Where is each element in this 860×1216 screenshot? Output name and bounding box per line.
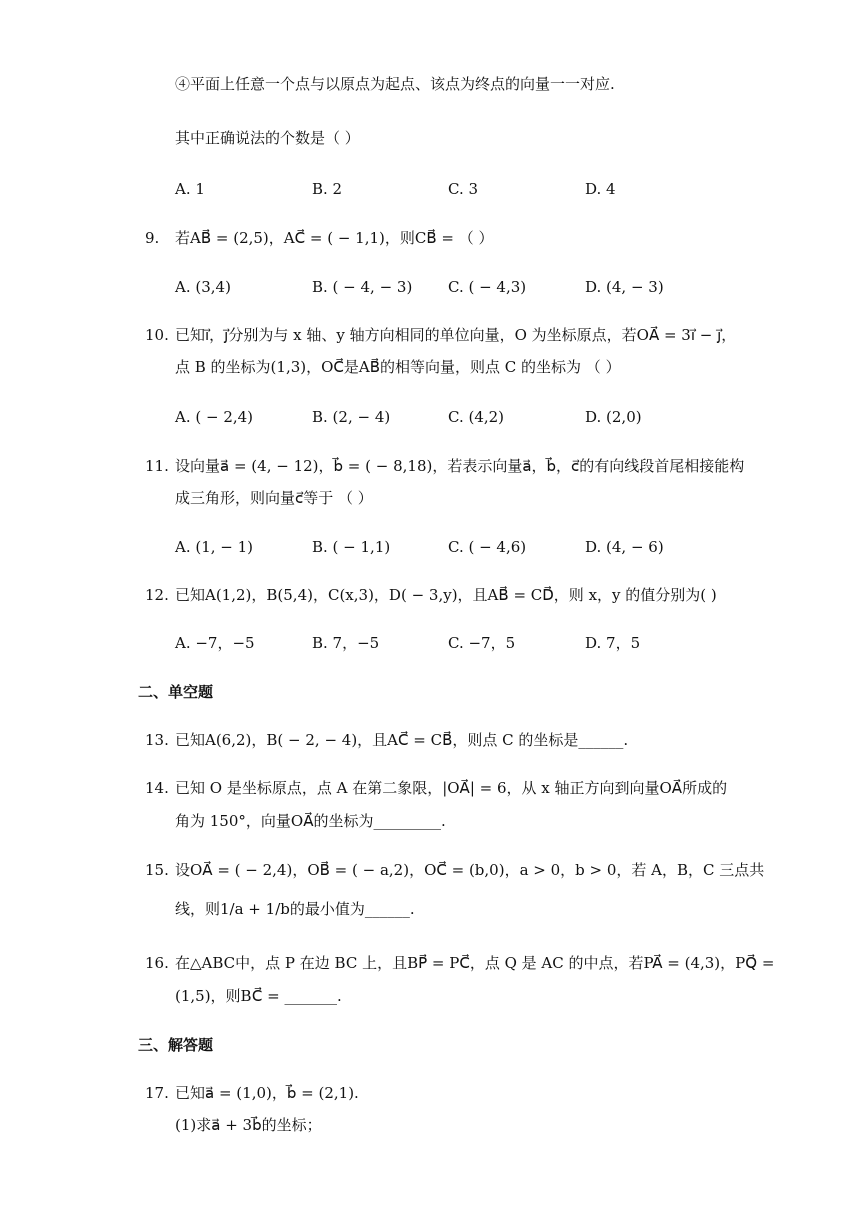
q12-option-c: C. −7，5	[448, 634, 516, 652]
q9-option-d: D. (4, − 3)	[585, 278, 664, 296]
q16-line-1: 在△ABC中，点 P 在边 BC 上，且BP⃗ = PC⃗，点 Q 是 AC 的中点，若PA⃗ = (4,3)，PQ⃗ =	[175, 954, 775, 972]
q9-option-b: B. ( − 4, − 3)	[312, 278, 413, 296]
q11-line-1: 设向量a⃗ = (4, − 12)，b⃗ = ( − 8,18)，若表示向量a⃗，b⃗，c⃗的有向线段首尾相接能构	[175, 457, 745, 475]
q11-option-b: B. ( − 1,1)	[312, 538, 391, 556]
q13-text: 已知A(6,2)，B( − 2, − 4)，且AC⃗ = CB⃗，则点 C 的坐标是______.	[175, 731, 629, 749]
q17-line-1: 已知a⃗ = (1,0)，b⃗ = (2,1).	[175, 1084, 359, 1102]
q9-number: 9.	[145, 229, 160, 247]
q9-option-c: C. ( − 4,3)	[448, 278, 527, 296]
section-heading-solutions: 三、解答题	[138, 1036, 214, 1054]
q15-line-1: 设OA⃗ = ( − 2,4)，OB⃗ = ( − a,2)，OC⃗ = (b,0)，a > 0，b > 0，若 A，B，C 三点共	[175, 861, 765, 879]
q10-line-1: 已知i⃗，j⃗分别为与 x 轴、y 轴方向相同的单位向量，O 为坐标原点，若OA⃗ = 3i⃗ − j⃗，	[175, 326, 737, 344]
section-heading-fill-in: 二、单空题	[138, 683, 214, 701]
q11-line-2: 成三角形，则向量c⃗等于 （ ）	[175, 489, 373, 507]
q10-option-d: D. (2,0)	[585, 408, 642, 426]
q10-line-2: 点 B 的坐标为(1,3)，OC⃗是AB⃗的相等向量，则点 C 的坐标为 （ ）	[175, 358, 621, 376]
q8-statement-4: ④平面上任意一个点与以原点为起点、该点为终点的向量一一对应.	[175, 75, 615, 93]
q8-option-a: A. 1	[175, 180, 205, 198]
q12-option-d: D. 7，5	[585, 634, 641, 652]
q14-number: 14.	[145, 779, 169, 797]
q16-line-2: (1,5)，则BC⃗ = _______.	[175, 987, 342, 1005]
q12-option-b: B. 7，−5	[312, 634, 380, 652]
q16-number: 16.	[145, 954, 169, 972]
q8-option-b: B. 2	[312, 180, 343, 198]
q17-number: 17.	[145, 1084, 169, 1102]
q8-option-c: C. 3	[448, 180, 479, 198]
q12-option-a: A. −7，−5	[175, 634, 255, 652]
q8-option-d: D. 4	[585, 180, 616, 198]
q13-number: 13.	[145, 731, 169, 749]
q8-question: 其中正确说法的个数是（ ）	[175, 129, 360, 147]
q11-option-a: A. (1, − 1)	[175, 538, 254, 556]
q9-text: 若AB⃗ = (2,5)，AC⃗ = ( − 1,1)，则CB⃗ = （ ）	[175, 229, 494, 247]
q14-line-1: 已知 O 是坐标原点，点 A 在第二象限，|OA⃗| = 6，从 x 轴正方向到向量OA⃗所成的	[175, 779, 728, 797]
q17-line-2: (1)求a⃗ + 3b⃗的坐标；	[175, 1116, 322, 1134]
q11-number: 11.	[145, 457, 169, 475]
q15-number: 15.	[145, 861, 169, 879]
q11-option-d: D. (4, − 6)	[585, 538, 664, 556]
q10-option-a: A. ( − 2,4)	[175, 408, 254, 426]
q11-option-c: C. ( − 4,6)	[448, 538, 527, 556]
q15-line-2: 线，则1/a + 1/b的最小值为______.	[175, 900, 415, 918]
q12-number: 12.	[145, 586, 169, 604]
q10-option-c: C. (4,2)	[448, 408, 505, 426]
q14-line-2: 角为 150°，向量OA⃗的坐标为_________.	[175, 812, 446, 830]
q10-number: 10.	[145, 326, 169, 344]
q12-text: 已知A(1,2)，B(5,4)，C(x,3)，D( − 3,y)，且AB⃗ = CD⃗，则 x，y 的值分别为( )	[175, 586, 717, 604]
q9-option-a: A. (3,4)	[175, 278, 231, 296]
q10-option-b: B. (2, − 4)	[312, 408, 391, 426]
